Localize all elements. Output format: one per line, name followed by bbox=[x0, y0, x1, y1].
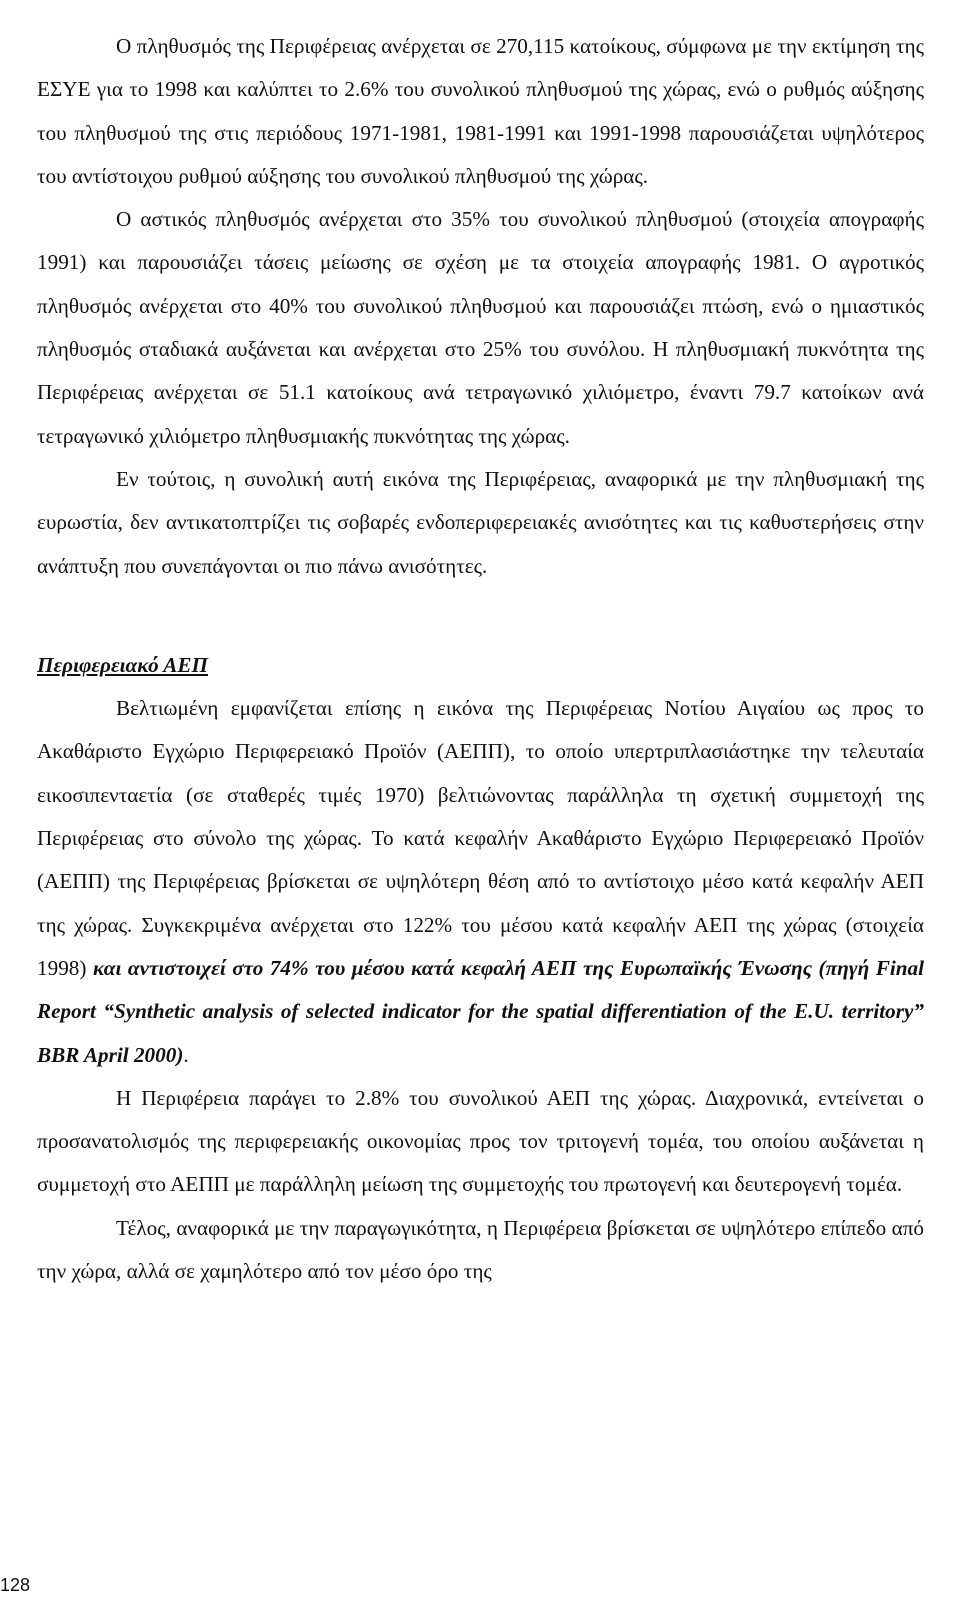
paragraph-inequalities: Εν τούτοις, η συνολική αυτή εικόνα της Περιφέρειας, αναφορικά με την πληθυσμιακή της ευρωστία, δεν αντικατοπτρίζει τις σοβαρές ενδοπεριφερειακές ανισότητες και τις καθυστερήσεις στην ανάπτυξη που συνεπάγονται οι πιο πάνω ανισότητες. bbox=[37, 466, 924, 578]
section-heading-regional-gdp: Περιφερειακό ΑΕΠ bbox=[37, 652, 208, 677]
paragraph-urban-rural: Ο αστικός πληθυσμός ανέρχεται στο 35% του συνολικού πληθυσμού (στοιχεία απογραφής 1991) και παρουσιάζει τάσεις μείωσης σε σχέση με τα στοιχεία απογραφής 1981. Ο αγροτικός πληθυσμός ανέρχεται στο 40% του συνολικού πληθυσμού και παρουσιάζει πτώση, ενώ ο ημιαστικός πληθυσμός σταδιακά αυξάνεται και ανέρχεται στο 25% του συνόλου. Η πληθυσμιακή πυκνότητα της Περιφέρειας ανέρχεται σε 51.1 κατοίκους ανά τετραγωνικό χιλιόμετρο, έναντι 79.7 κατοίκων ανά τετραγωνικό χιλιόμετρο πληθυσμιακής πυκνότητας της χώρας. bbox=[37, 207, 924, 448]
page-number: 128 bbox=[0, 1575, 31, 1595]
paragraph-gdp-share: Η Περιφέρεια παράγει το 2.8% του συνολικού ΑΕΠ της χώρας. Διαχρονικά, εντείνεται ο προσανατολισμός της περιφερειακής οικονομίας προς τον τριτογενή τομέα, του οποίου αυξάνεται η συμμετοχή στο ΑΕΠΠ με παράλληλη μείωση της συμμετοχής του πρωτογενή και δευτερογενή τομέα. bbox=[37, 1085, 924, 1197]
paragraph-gdp-emphasis: και αντιστοιχεί στο 74% του μέσου κατά κεφαλή ΑΕΠ της Ευρωπαϊκής Ένωσης (πηγή Final Report “Synthetic analysis of selected indicator for the spatial differentiation of the E.U. territory” BBR April 2000) bbox=[37, 955, 925, 1067]
paragraph-gdp-text: Βελτιωμένη εμφανίζεται επίσης η εικόνα της Περιφέρειας Νοτίου Αιγαίου ως προς το Ακαθάριστο Εγχώριο Περιφερειακό Προϊόν (ΑΕΠΠ), το οποίο υπερτριπλασιάστηκε την τελευταία εικοσιπενταετία (σε σταθερές τιμές 1970) βελτιώνοντας παράλληλα τη σχετική συμμετοχή της Περιφέρειας στο σύνολο της χώρας. Το κατά κεφαλήν Ακαθάριστο Εγχώριο Περιφερειακό Προϊόν (ΑΕΠΠ) της Περιφέρειας βρίσκεται σε υψηλότερη θέση από το αντίστοιχο μέσο κατά κεφαλήν ΑΕΠ της χώρας. Συγκεκριμένα ανέρχεται στο 122% του μέσου κατά κεφαλήν ΑΕΠ της χώρας (στοιχεία 1998) bbox=[37, 696, 924, 980]
paragraph-population: Ο πληθυσμός της Περιφέρειας ανέρχεται σε 270,115 κατοίκους, σύμφωνα με την εκτίμηση της ΕΣΥΕ για το 1998 και καλύπτει το 2.6% του συνολικού πληθυσμού της χώρας, ενώ ο ρυθμός αύξησης του πληθυσμού της στις περιόδους 1971-1981, 1981-1991 και 1991-1998 παρουσιάζεται υψηλότερος του αντίστοιχου ρυθμού αύξησης του συνολικού πληθυσμού της χώρας. bbox=[37, 34, 924, 188]
paragraph-productivity: Τέλος, αναφορικά με την παραγωγικότητα, η Περιφέρεια βρίσκεται σε υψηλότερο επίπεδο από την χώρα, αλλά σε χαμηλότερο από τον μέσο όρο της bbox=[37, 1215, 924, 1284]
paragraph-gdp-end: . bbox=[183, 1042, 189, 1067]
document-page bbox=[37, 0, 924, 1293]
paragraph-gdp bbox=[37, 687, 924, 1077]
